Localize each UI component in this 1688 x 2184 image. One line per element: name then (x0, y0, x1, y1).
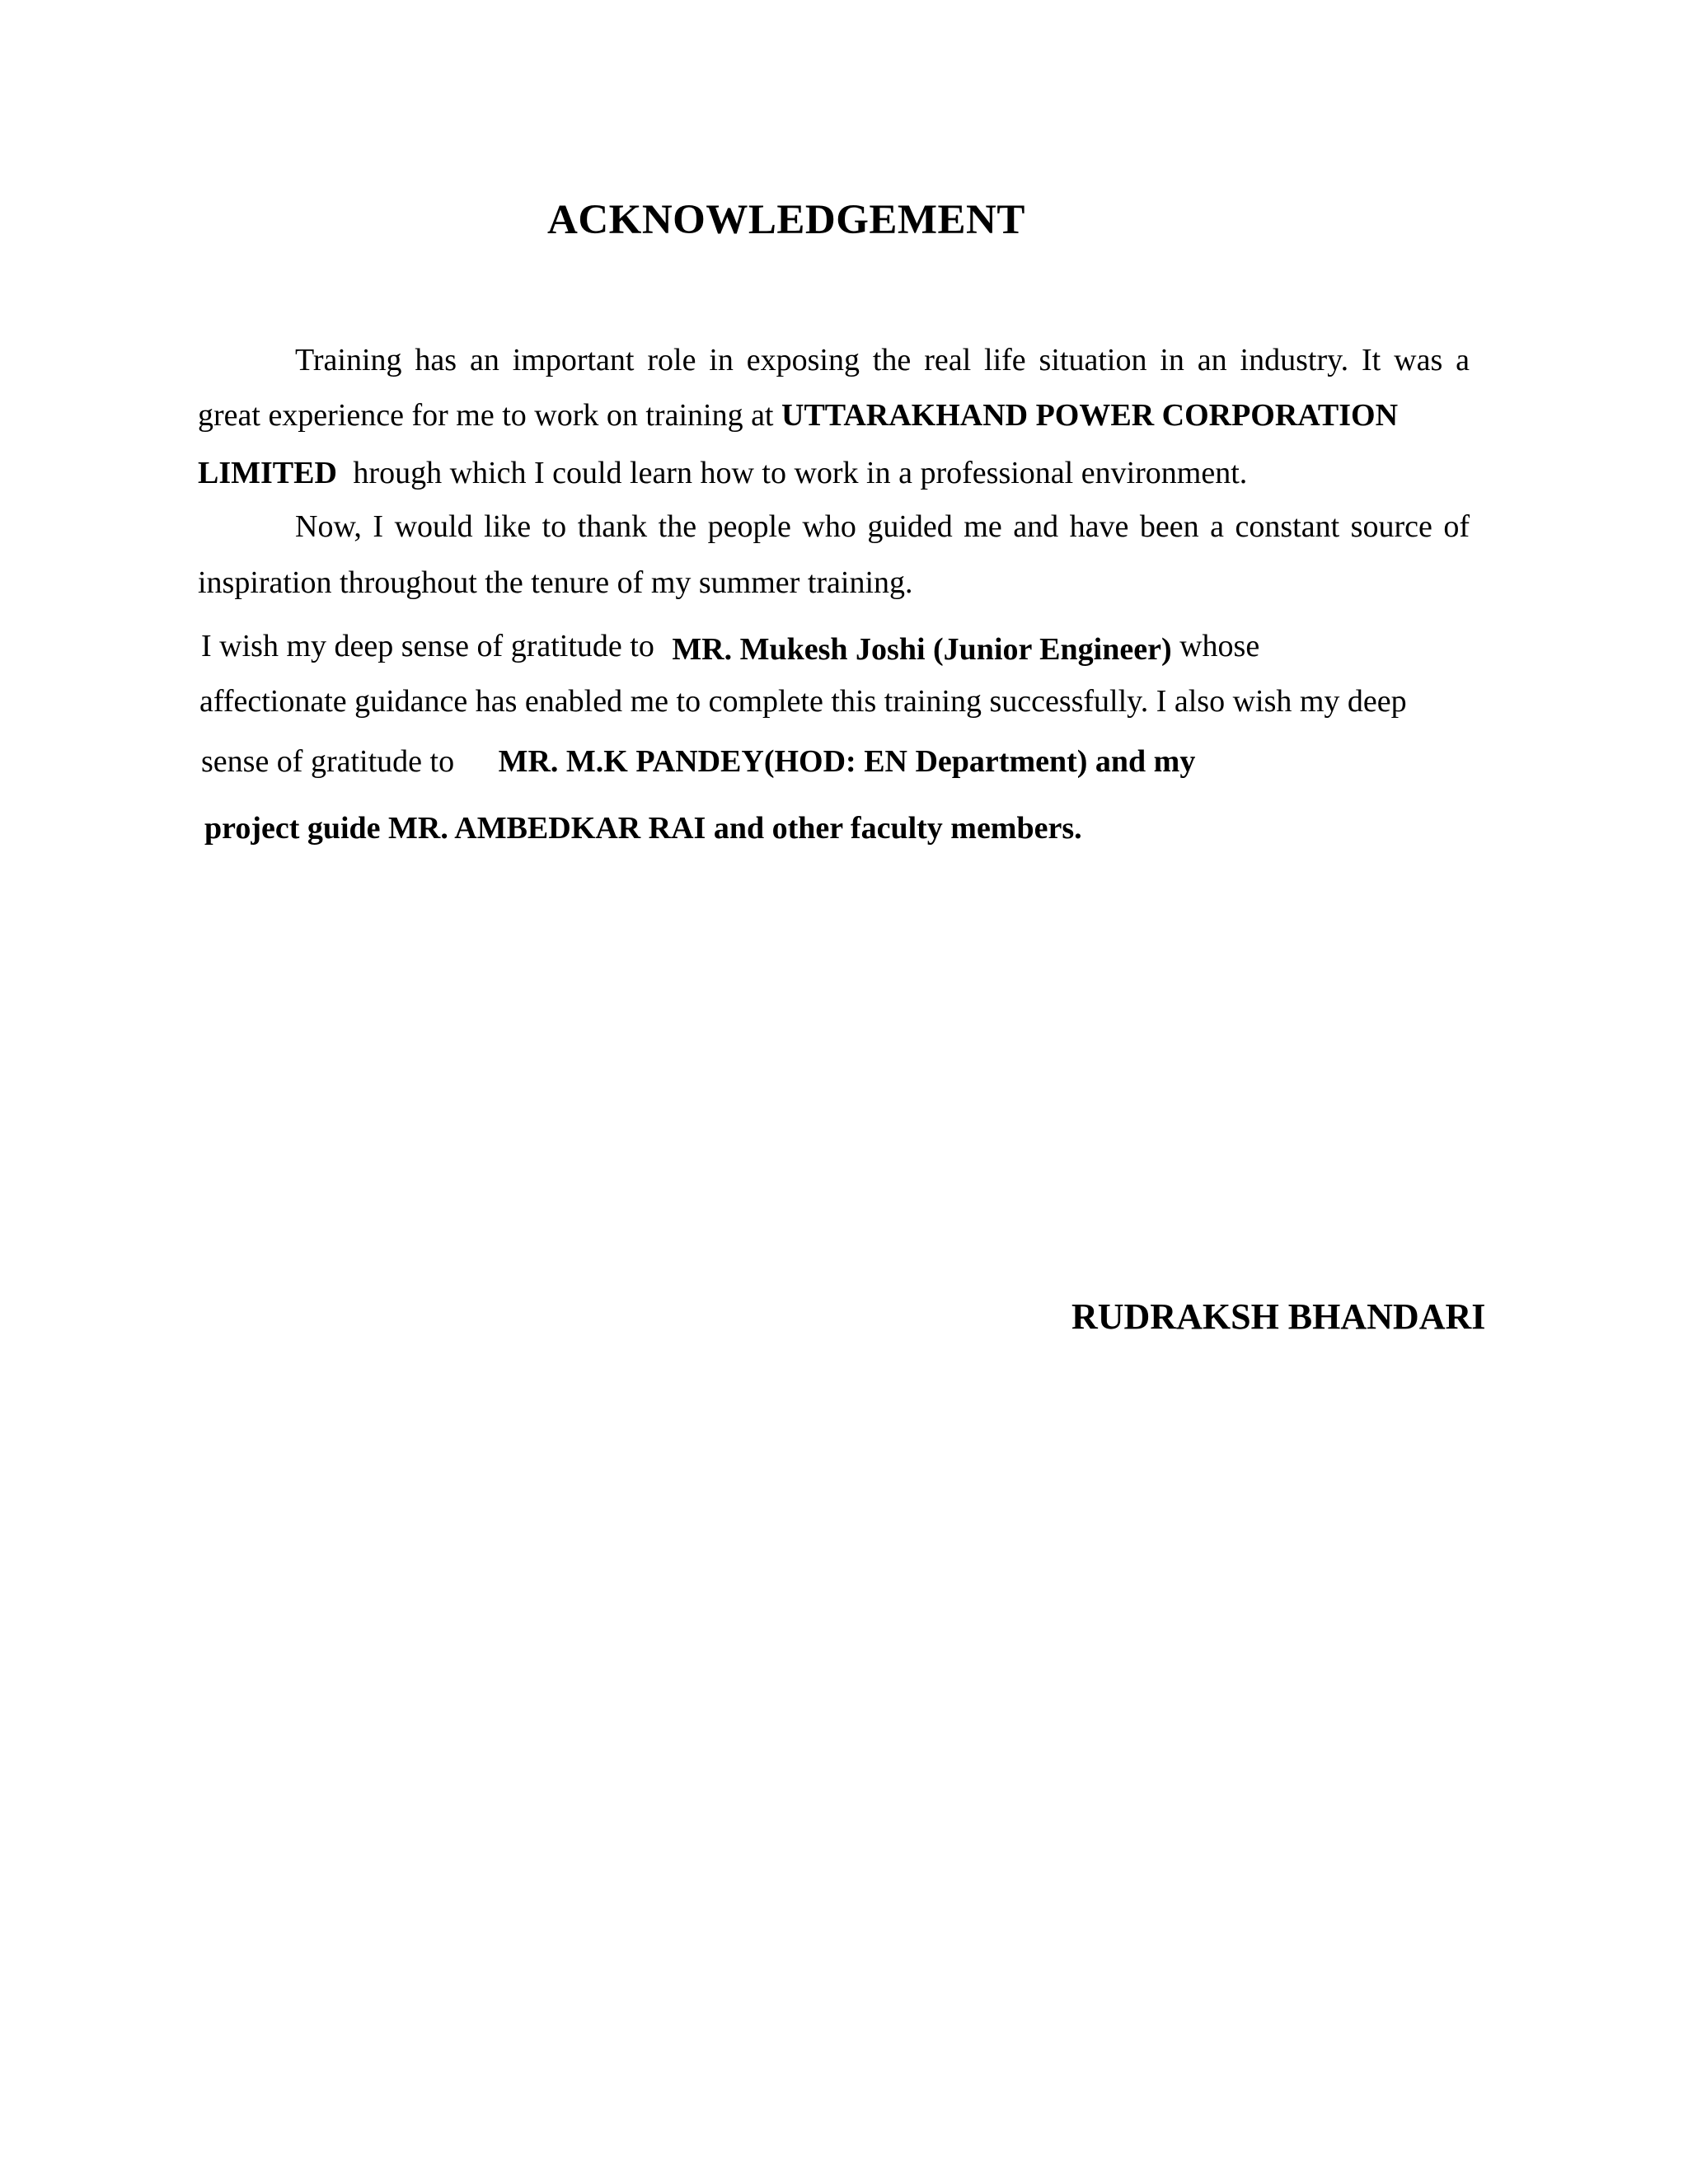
paragraph3-line4: project guide MR. AMBEDKAR RAI and other faculty members. (204, 811, 1082, 846)
hod-name: MR. M.K PANDEY(HOD: EN Department) and my (498, 744, 1196, 779)
junior-engineer-name: MR. Mukesh Joshi (Junior Engineer) (672, 632, 1172, 667)
paragraph2-line1: Now, I would like to thank the people who guided me and have been a constant source of (295, 509, 1470, 544)
page-title: ACKNOWLEDGEMENT (547, 197, 1025, 243)
paragraph3-line1 (201, 629, 1260, 667)
paragraph3-line3 (201, 746, 1195, 777)
paragraph1-line3 (198, 457, 1247, 489)
paragraph1-line2 (198, 400, 1398, 431)
paragraph1-line3-text: hrough which I could learn how to work in a professional environment. (353, 456, 1248, 490)
paragraph3-line1-end: whose (1179, 629, 1260, 663)
company-name-part2: LIMITED (198, 456, 337, 490)
paragraph3-line3-text: sense of gratitude to (201, 744, 455, 779)
signature-name: RUDRAKSH BHANDARI (1071, 1296, 1486, 1337)
paragraph1-line2-text: great experience for me to work on training at (198, 398, 774, 433)
company-name-part1: UTTARAKHAND POWER CORPORATION (781, 398, 1399, 433)
paragraph3-line1-text: I wish my deep sense of gratitude to (201, 629, 654, 663)
paragraph1-line1: Training has an important role in exposing the real life situation in an industry. It was a (295, 343, 1470, 377)
paragraph2-line2: inspiration throughout the tenure of my summer training. (198, 565, 913, 600)
paragraph3-line2: affectionate guidance has enabled me to complete this training successfully. I also wish my deep (199, 684, 1407, 719)
